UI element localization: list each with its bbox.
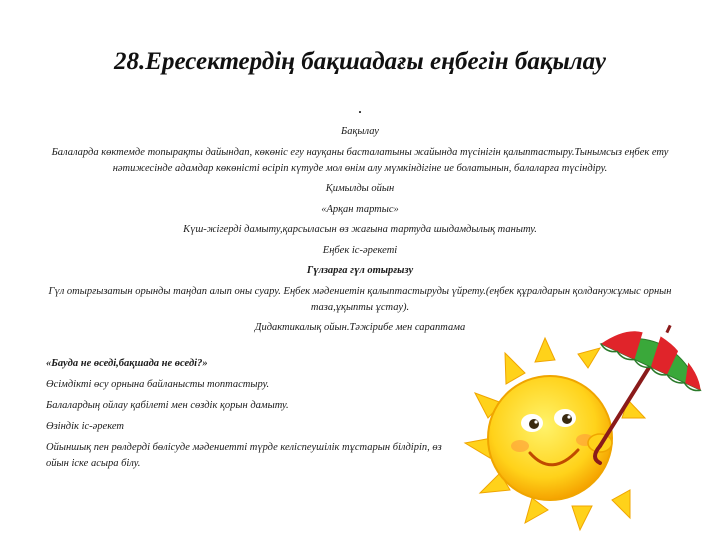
game-name: «Арқан тартыс» <box>321 203 399 215</box>
outdoor-game-heading: Қимылды ойын <box>325 183 395 194</box>
independent-activity-heading: Өзіндік іс-әрекет <box>46 421 124 432</box>
observation-text: Балаларда көктемде топырақты дайындап, көкөніс егу науқаны басталатыны жайында түсінігін қалыптастыру.Тынымсыз еңбек ету нәтижесінде адамдар көкөністі өсіріп күтуде мол өнім алу мүмкіндігіне ие болатынын, балаларға түсіндіру. <box>51 146 669 174</box>
left-text-block <box>46 356 446 477</box>
game-goal: Күш-жігерді дамыту,қарсыласын өз жағына тартуда шыдамдылық таныту. <box>183 224 537 235</box>
slide-title: 28.Ересектердің бақшадағы еңбегін бақылау <box>114 48 606 75</box>
didactic-game-name: «Бауда не өседі,бақшада не өседі?» <box>46 358 208 369</box>
didactic-goal-1: Өсімдікті өсу орнына байланысты топтастыру. <box>46 379 270 390</box>
centered-text-block <box>40 124 680 341</box>
didactic-game-heading: Дидактикалық ойын.Тәжірибе мен сараптама <box>254 322 466 333</box>
labor-task-text: Гүл отырғызатын орынды таңдап алып оны суару. Еңбек мәдениетін қалыптастыруды үйрету.(еңбек құралдарын қолданужұмыс орнын таза,ұқыпты ұстау). <box>48 285 672 313</box>
independent-activity-text: Ойыншық пен рөлдерді бөлісуде мәдениетті түрде келіспеушілік тұстарын білдіріп, өз ойын іске асыра білу. <box>46 442 442 469</box>
labor-heading: Еңбек іс-әрекеті <box>322 244 398 256</box>
separator-dot: . <box>358 101 362 116</box>
labor-task-title: Гүлзарға гүл отырғызу <box>306 265 414 276</box>
sun-with-umbrella-icon <box>450 318 715 533</box>
didactic-goal-2: Балалардың ойлау қабілеті мен сөздік қорын дамыту. <box>46 400 289 411</box>
observation-heading: Бақылау <box>341 126 379 137</box>
